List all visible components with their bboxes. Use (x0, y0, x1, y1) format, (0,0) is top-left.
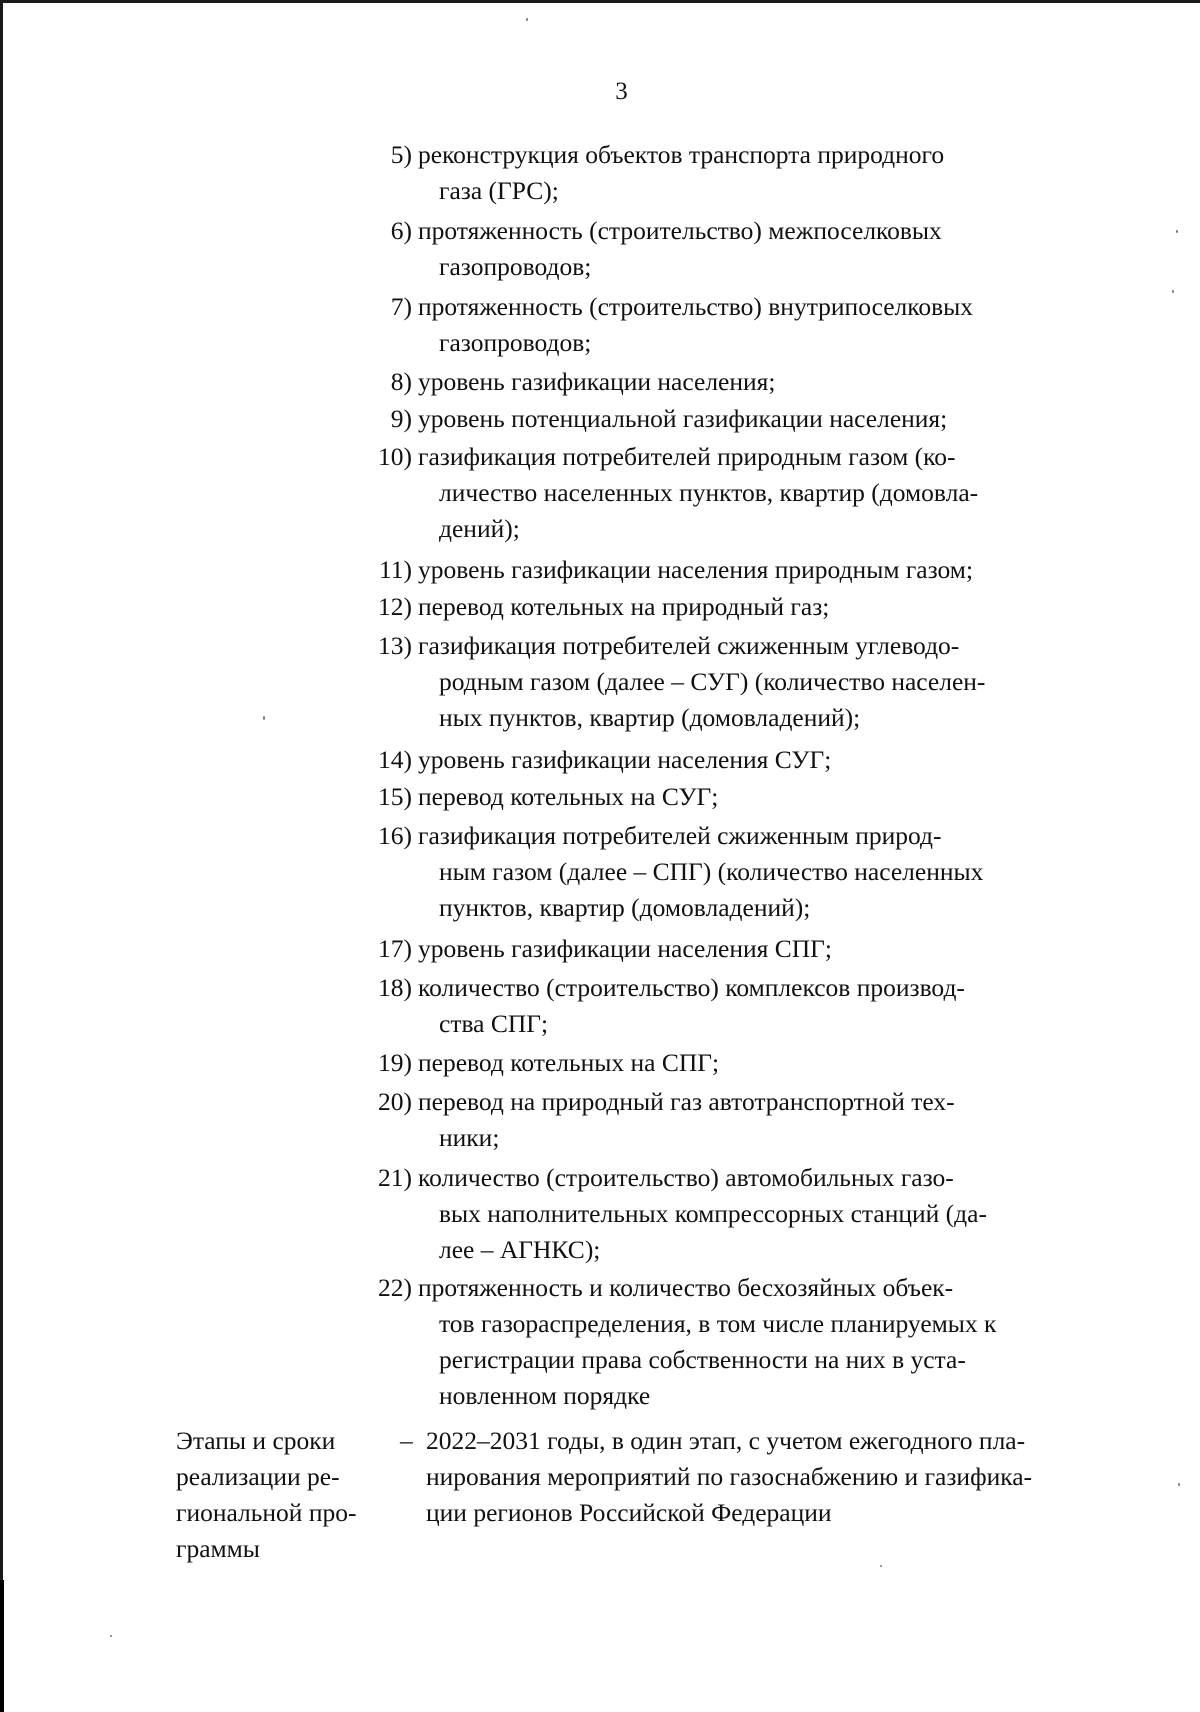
list-item (390, 213, 1118, 285)
item-text-line: ных пунктов, квартир (домовладений); (439, 703, 861, 732)
list-item (378, 1084, 1118, 1156)
item-number: 7) (390, 292, 412, 321)
scan-speck (880, 1565, 882, 1567)
item-text-line: регистрации права собственности на них в уста- (439, 1345, 966, 1374)
item-number: 22) (378, 1273, 412, 1302)
item-text-line: газопроводов; (439, 328, 592, 357)
stages-value (426, 1423, 1126, 1531)
stages-label (176, 1423, 386, 1567)
item-number: 13) (378, 631, 412, 660)
item-text-line: газификация потребителей сжиженным природ- (418, 821, 942, 850)
item-number: 15) (378, 782, 412, 811)
list-item (378, 1045, 1118, 1081)
item-text-line: уровень газификации населения СПГ; (418, 934, 833, 963)
stages-value-line: нирования мероприятий по газоснабжению и газифика- (426, 1462, 1033, 1491)
item-text-line: родным газом (далее – СУГ) (количество населен- (439, 667, 986, 696)
list-item (378, 1270, 1118, 1414)
item-number: 21) (378, 1163, 412, 1192)
item-text-line: тов газораспределения, в том числе планируемых к (439, 1309, 997, 1338)
item-text-line: лее – АГНКС); (439, 1235, 601, 1264)
item-text-line: пунктов, квартир (домовладений); (439, 893, 811, 922)
stages-value-line: ции регионов Российской Федерации (426, 1498, 832, 1527)
list-item (378, 552, 1118, 588)
stages-label-line: реализации ре- (176, 1462, 340, 1491)
stages-dash: – (400, 1426, 413, 1455)
item-text-line: протяженность (строительство) внутрипоселковых (418, 292, 974, 321)
list-item (390, 289, 1118, 361)
item-text-line: перевод на природный газ автотранспортной тех- (418, 1087, 955, 1116)
page-number: 3 (615, 78, 628, 105)
list-item (378, 1160, 1118, 1268)
item-number: 14) (378, 745, 412, 774)
item-text-line: ства СПГ; (439, 1009, 549, 1038)
scan-top-edge (0, 0, 1200, 3)
item-text-line: газа (ГРС); (439, 176, 559, 205)
item-number: 5) (390, 140, 412, 169)
item-number: 17) (378, 934, 412, 963)
item-text-line: протяженность и количество бесхозяйных объек- (418, 1273, 954, 1302)
scan-speck (1176, 230, 1178, 233)
scan-speck (1178, 1483, 1180, 1486)
item-text-line: уровень газификации населения; (418, 367, 776, 396)
scan-left-edge (0, 0, 3, 1712)
list-item (390, 364, 1118, 400)
item-text-line: уровень газификации населения природным газом; (418, 555, 974, 584)
item-text-line: газификация потребителей природным газом (ко- (418, 442, 956, 471)
item-number: 20) (378, 1087, 412, 1116)
item-text-line: ники; (439, 1123, 500, 1152)
item-text-line: ным газом (далее – СПГ) (количество населенных (439, 857, 984, 886)
item-number: 11) (378, 555, 412, 584)
scan-speck (526, 18, 528, 21)
item-text-line: уровень газификации населения СУГ; (418, 745, 832, 774)
item-text-line: перевод котельных на природный газ; (418, 592, 830, 621)
item-number: 10) (378, 442, 412, 471)
item-text-line: газификация потребителей сжиженным углеводо- (418, 631, 960, 660)
item-text-line: вых наполнительных компрессорных станций (да- (439, 1199, 987, 1228)
item-text-line: перевод котельных на СУГ; (418, 782, 719, 811)
item-text-line: уровень потенциальной газификации населения; (418, 404, 948, 433)
item-number: 18) (378, 973, 412, 1002)
list-item (378, 970, 1118, 1042)
list-item (378, 589, 1118, 625)
scan-speck (263, 716, 265, 720)
list-item (390, 401, 1118, 437)
scan-speck (110, 1635, 112, 1637)
stages-label-line: Этапы и сроки (176, 1426, 336, 1455)
item-text-line: количество (строительство) автомобильных газо- (418, 1163, 954, 1192)
item-number: 16) (378, 821, 412, 850)
item-number: 12) (378, 592, 412, 621)
scan-speck (1172, 290, 1174, 293)
item-text-line: дений); (439, 514, 520, 543)
item-number: 9) (390, 404, 412, 433)
list-item (378, 628, 1118, 736)
item-text-line: реконструкция объектов транспорта природного (418, 140, 945, 169)
stages-value-line: 2022–2031 годы, в один этап, с учетом ежегодного пла- (426, 1426, 1026, 1455)
item-number: 8) (390, 367, 412, 396)
stages-label-line: граммы (176, 1534, 260, 1563)
item-text-line: протяженность (строительство) межпоселковых (418, 216, 942, 245)
list-item (378, 931, 1118, 967)
item-text-line: перевод котельных на СПГ; (418, 1048, 720, 1077)
item-text-line: личество населенных пунктов, квартир (домовла- (439, 478, 979, 507)
scan-left-edge-shadow (0, 1580, 4, 1712)
item-text-line: газопроводов; (439, 252, 592, 281)
stages-label-line: гиональной про- (176, 1498, 357, 1527)
item-text-line: новленном порядке (439, 1381, 651, 1410)
item-text-line: количество (строительство) комплексов производ- (418, 973, 965, 1002)
list-item (378, 818, 1118, 926)
list-item (378, 439, 1118, 547)
list-item (378, 742, 1118, 778)
item-number: 6) (390, 216, 412, 245)
item-number: 19) (378, 1048, 412, 1077)
list-item (390, 137, 1118, 209)
list-item (378, 779, 1118, 815)
